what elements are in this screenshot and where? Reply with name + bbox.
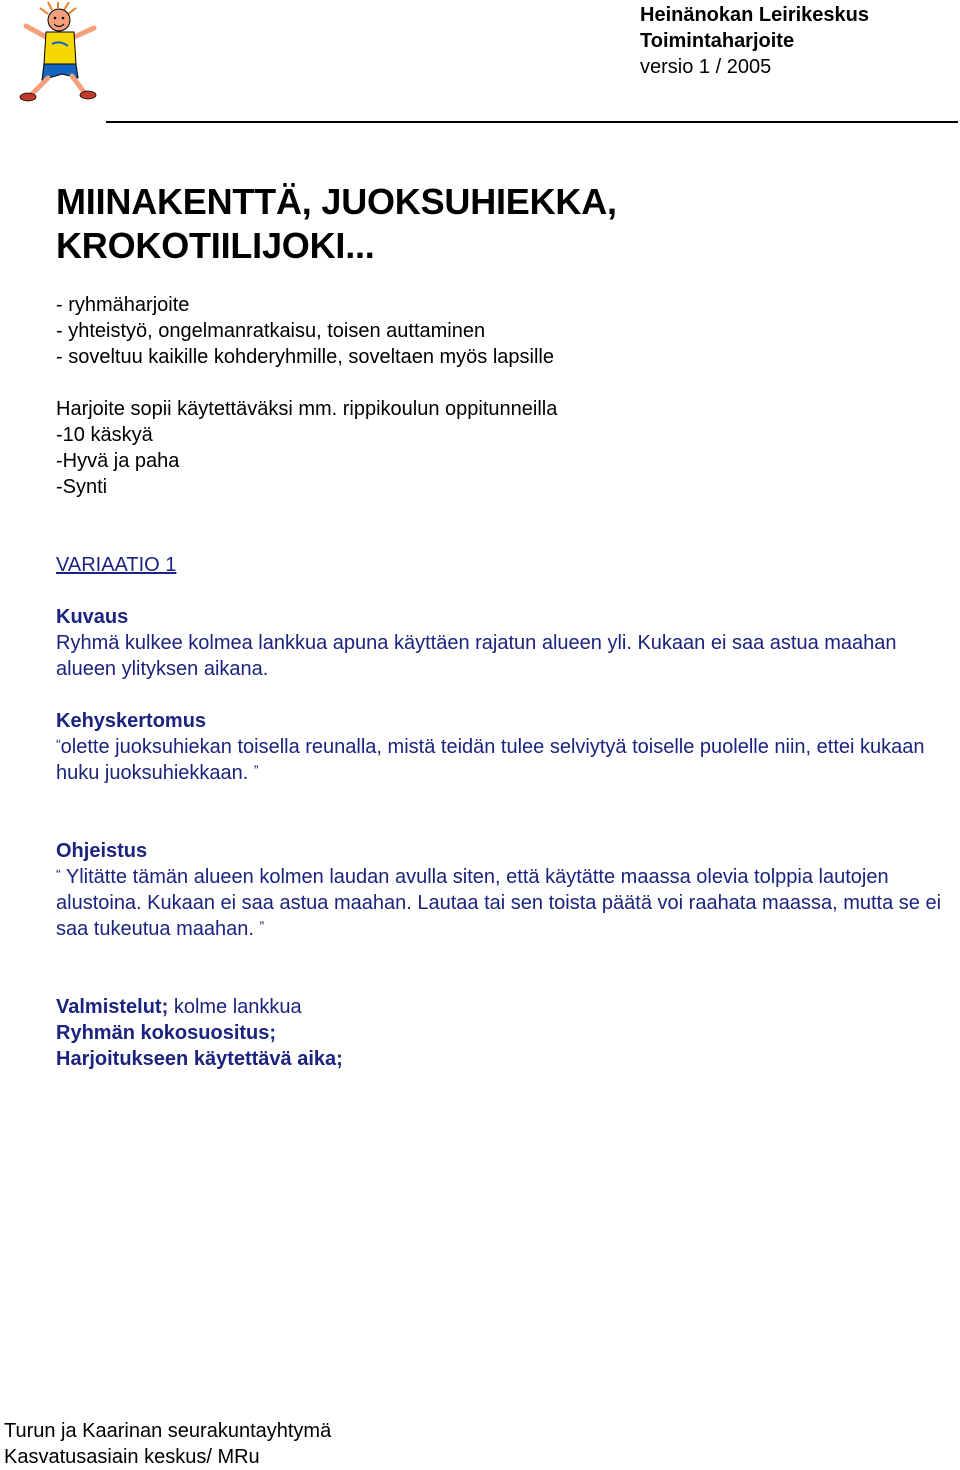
kuvaus-heading: Kuvaus xyxy=(56,606,129,628)
open-quote: “ xyxy=(56,736,61,752)
kehyskertomus-text: olette juoksuhiekan toisella reunalla, mistä teidän tulee selviytyä toiselle puolelle niin, ettei kukaan huku juoksuhiekkaan. xyxy=(56,736,925,784)
kuvaus-text: Ryhmä kulkee kolmea lankkua apuna käyttäen rajatun alueen yli. Kukaan ei saa astua maahan alueen ylityksen aikana. xyxy=(56,632,897,680)
header-doc-type: Toimintaharjoite xyxy=(640,30,795,52)
suitability-item: -10 käskyä xyxy=(56,424,153,446)
document-footer xyxy=(4,1418,331,1470)
kehyskertomus-paragraph xyxy=(56,734,956,786)
intro-item: - ryhmäharjoite xyxy=(56,294,190,316)
suitability-item: -Synti xyxy=(56,476,108,498)
group-size-label: Ryhmän kokosuositus; xyxy=(56,1022,277,1044)
ohjeistus-text: Ylitätte tämän alueen kolmen laudan avulla siten, että käytätte maassa olevia tolppia lautojen alustoina. Kukaan ei saa astua maahan. Lautaa tai sen toista päätä voi raahata maassa, mutta se ei saa tukeutua maahan. xyxy=(56,866,942,940)
title-line-2: KROKOTIILIJOKI... xyxy=(56,225,375,266)
suitability-text: Harjoite sopii käytettäväksi mm. rippikoulun oppitunneilla xyxy=(56,398,558,420)
ohjeistus-heading: Ohjeistus xyxy=(56,840,148,862)
intro-item: - soveltuu kaikille kohderyhmille, soveltaen myös lapsille xyxy=(56,346,554,368)
close-quote: ” xyxy=(259,918,265,934)
document-body xyxy=(56,292,956,1072)
valmistelut-label: Valmistelut; xyxy=(56,996,169,1018)
document-title xyxy=(56,180,617,268)
document-header xyxy=(640,2,869,80)
header-version: versio 1 / 2005 xyxy=(640,56,772,78)
close-quote: ” xyxy=(253,762,259,778)
footer-line-2: Kasvatusasiain keskus/ MRu xyxy=(4,1446,260,1468)
kehyskertomus-heading: Kehyskertomus xyxy=(56,710,207,732)
title-line-1: MIINAKENTTÄ, JUOKSUHIEKKA, xyxy=(56,181,617,222)
footer-line-1: Turun ja Kaarinan seurakuntayhtymä xyxy=(4,1420,332,1442)
intro-item: - yhteistyö, ongelmanratkaisu, toisen auttaminen xyxy=(56,320,486,342)
valmistelut-line xyxy=(56,994,956,1020)
suitability-item: -Hyvä ja paha xyxy=(56,450,180,472)
header-org: Heinänokan Leirikeskus xyxy=(640,4,869,26)
header-divider xyxy=(106,121,958,123)
logo-cartoon-figure xyxy=(14,2,106,102)
duration-label: Harjoitukseen käytettävä aika; xyxy=(56,1048,343,1070)
open-quote: “ xyxy=(56,866,61,882)
valmistelut-value: kolme lankkua xyxy=(168,996,302,1018)
variation-title: VARIAATIO 1 xyxy=(56,554,177,576)
ohjeistus-paragraph xyxy=(56,864,956,942)
